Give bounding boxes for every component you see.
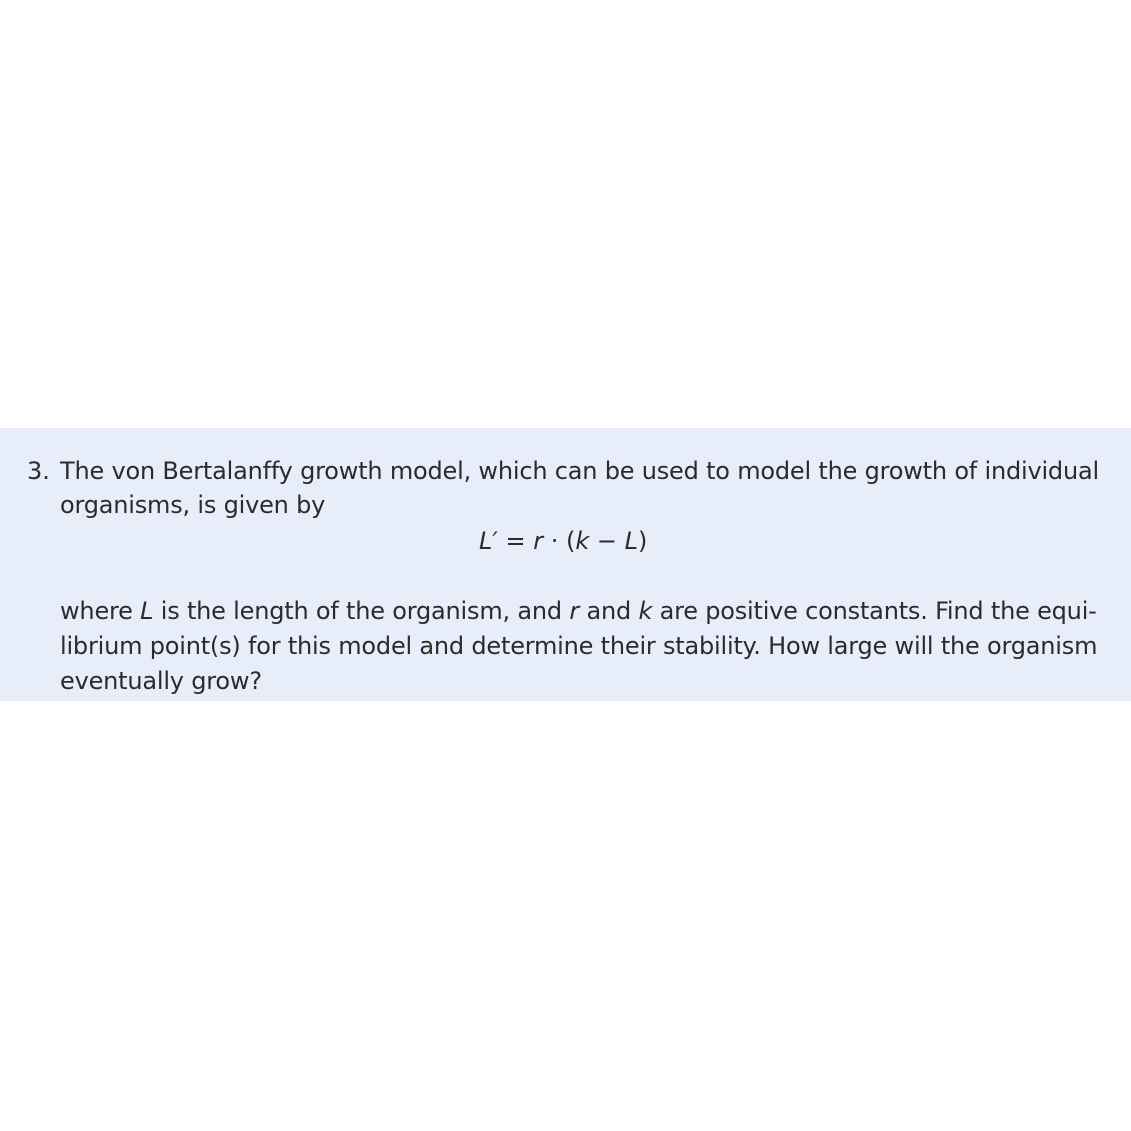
var-L: L — [140, 597, 154, 625]
problem-text-line-4: librium point(s) for this model and determine their stability. How large will the organism — [60, 632, 1098, 660]
line3-part-d: are positive constants. Find the equi- — [652, 597, 1097, 625]
equation-equals: = — [497, 527, 534, 555]
problem-text-line-2: organisms, is given by — [60, 491, 326, 519]
line3-part-a: where — [60, 597, 141, 625]
equation-dot: · ( — [543, 527, 576, 555]
equation-minus: − — [589, 527, 625, 555]
problem-text-line-5: eventually grow? — [60, 667, 262, 695]
var-k: k — [638, 597, 653, 625]
problem-number: 3. — [27, 457, 50, 485]
equation-lhs: L′ — [479, 527, 498, 555]
equation-L: L — [624, 527, 638, 555]
problem-text-line-3 — [60, 596, 1097, 626]
problem-text-line-1: The von Bertalanffy growth model, which can be used to model the growth of individual — [60, 457, 1099, 485]
problem-panel — [0, 428, 1131, 701]
equation-k: k — [575, 527, 590, 555]
equation-close: ) — [637, 527, 648, 555]
line3-part-c: and — [579, 597, 639, 625]
equation-r: r — [533, 527, 544, 555]
var-r: r — [569, 597, 580, 625]
line3-part-b: is the length of the organism, and — [153, 597, 570, 625]
growth-equation — [479, 526, 647, 556]
